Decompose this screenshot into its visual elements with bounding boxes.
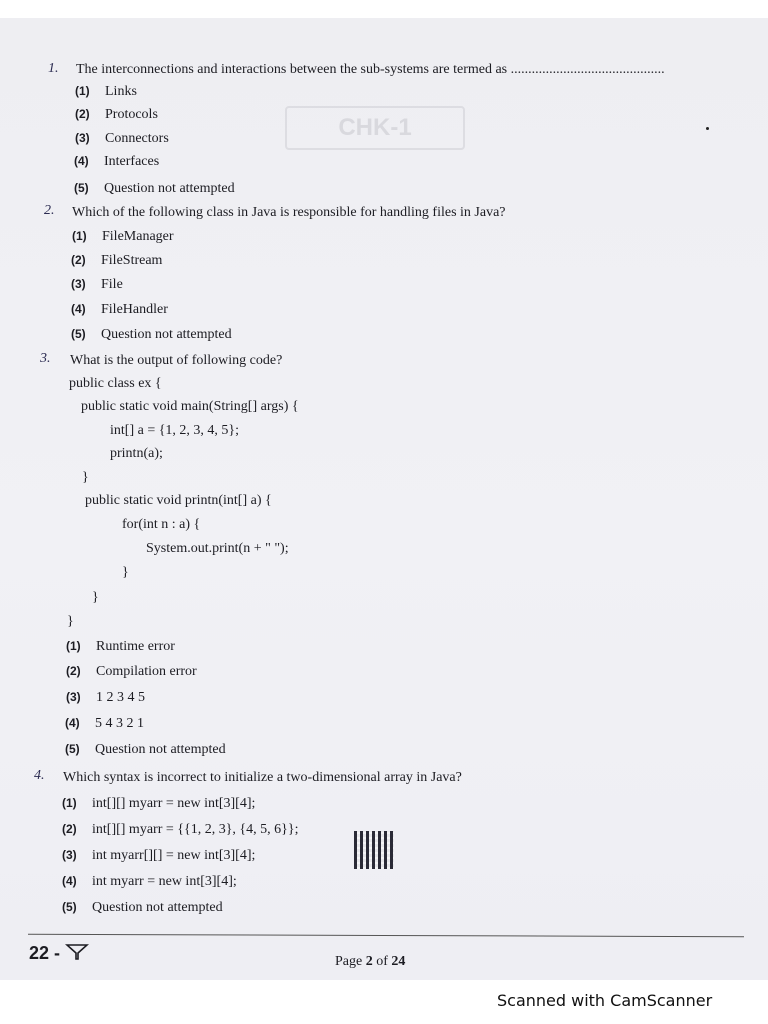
question-3-option-3: [66, 690, 145, 706]
option-number: (2): [71, 253, 86, 267]
code-line-11: }: [67, 614, 74, 629]
page-of-prefix: Page: [335, 954, 366, 969]
total-pages: 24: [391, 954, 406, 969]
page-of-mid: of: [372, 954, 392, 969]
option-text: FileHandler: [101, 302, 168, 317]
option-number: (3): [75, 131, 90, 145]
code-line-4: printn(a);: [110, 446, 163, 461]
option-text: Connectors: [105, 131, 169, 146]
option-text: int myarr[][] = new int[3][4];: [92, 848, 256, 863]
question-1-text: The interconnections and interactions between the sub-systems are termed as ............................................: [76, 62, 665, 77]
option-text: Question not attempted: [95, 742, 226, 757]
option-text: 5 4 3 2 1: [95, 716, 144, 731]
option-number: (1): [75, 84, 90, 98]
question-4-option-5: [62, 900, 223, 916]
option-text: Interfaces: [104, 154, 160, 169]
option-number: (3): [62, 848, 77, 862]
question-2-option-4: [71, 302, 168, 318]
question-2-option-1: [72, 229, 174, 245]
question-2-option-5: [71, 327, 232, 343]
code-line-1: public class ex {: [69, 376, 162, 391]
question-3-option-2: [66, 664, 197, 680]
question-4-option-3: [62, 848, 255, 864]
option-number: (4): [65, 716, 80, 730]
faded-stamp: CHK-1: [285, 106, 465, 150]
question-3-number: 3.: [40, 351, 51, 366]
option-number: (5): [65, 742, 80, 756]
footer-rule: [28, 934, 744, 937]
question-2-number: 2.: [44, 203, 55, 218]
option-text: FileManager: [102, 229, 174, 244]
option-text: Compilation error: [96, 664, 197, 679]
option-text: Runtime error: [96, 639, 175, 654]
question-1-option-2: [75, 107, 158, 123]
datamatrix-code: [354, 831, 394, 869]
option-number: (3): [71, 277, 86, 291]
ink-dot: [706, 127, 709, 130]
code-line-6: public static void printn(int[] a) {: [85, 493, 272, 508]
question-2-text: Which of the following class in Java is responsible for handling files in Java?: [72, 205, 506, 220]
code-line-3: int[] a = {1, 2, 3, 4, 5};: [110, 423, 240, 438]
option-text: Links: [105, 84, 137, 99]
option-number: (2): [62, 822, 77, 836]
option-text: int[][] myarr = new int[3][4];: [92, 796, 256, 811]
question-4-number: 4.: [34, 768, 45, 783]
question-1-number: 1.: [48, 61, 59, 76]
code-line-2: public static void main(String[] args) {: [81, 399, 299, 414]
option-number: (2): [75, 107, 90, 121]
question-3-option-1: [66, 639, 175, 655]
option-text: Protocols: [105, 107, 158, 122]
question-2-option-3: [71, 277, 123, 293]
code-line-7: for(int n : a) {: [122, 517, 201, 532]
question-4-option-1: [62, 796, 255, 812]
option-number: (3): [66, 690, 81, 704]
option-number: (1): [72, 229, 87, 243]
question-4-text: Which syntax is incorrect to initialize a two-dimensional array in Java?: [63, 770, 462, 785]
question-2-option-2: [71, 253, 162, 269]
option-text: int myarr = new int[3][4];: [92, 874, 237, 889]
option-text: FileStream: [101, 253, 163, 268]
question-1-option-1: [75, 84, 137, 100]
booklet-page-number: [29, 943, 89, 964]
question-1-option-3: [75, 131, 169, 147]
option-text: 1 2 3 4 5: [96, 690, 145, 705]
option-text: Question not attempted: [104, 181, 235, 196]
question-3-option-5: [65, 742, 226, 758]
question-4-option-2: [62, 822, 298, 838]
question-4-option-4: [62, 874, 237, 890]
option-number: (4): [74, 154, 89, 168]
funnel-icon: [65, 943, 89, 961]
option-number: (4): [71, 302, 86, 316]
option-number: (4): [62, 874, 77, 888]
code-line-8: System.out.print(n + " ");: [146, 541, 289, 556]
option-text: int[][] myarr = {{1, 2, 3}, {4, 5, 6}};: [92, 822, 299, 837]
question-1-option-5: [74, 181, 235, 197]
option-number: (1): [62, 796, 77, 810]
option-text: Question not attempted: [101, 327, 232, 342]
scanner-watermark: Scanned with CamScanner: [497, 991, 713, 1010]
code-line-9: }: [122, 565, 129, 580]
option-text: File: [101, 277, 123, 292]
current-page: 2: [365, 954, 373, 969]
option-number: (5): [71, 327, 86, 341]
code-line-10: }: [92, 590, 99, 605]
option-number: (5): [74, 181, 89, 195]
option-text: Question not attempted: [92, 900, 223, 915]
page-of-indicator: [335, 954, 405, 970]
code-line-5: }: [82, 470, 89, 485]
option-number: (5): [62, 900, 77, 914]
option-number: (2): [66, 664, 81, 678]
option-number: (1): [66, 639, 81, 653]
page-number-text: 22 -: [29, 943, 61, 963]
question-1-option-4: [74, 154, 159, 170]
question-3-option-4: [65, 716, 144, 732]
question-3-text: What is the output of following code?: [70, 353, 283, 368]
